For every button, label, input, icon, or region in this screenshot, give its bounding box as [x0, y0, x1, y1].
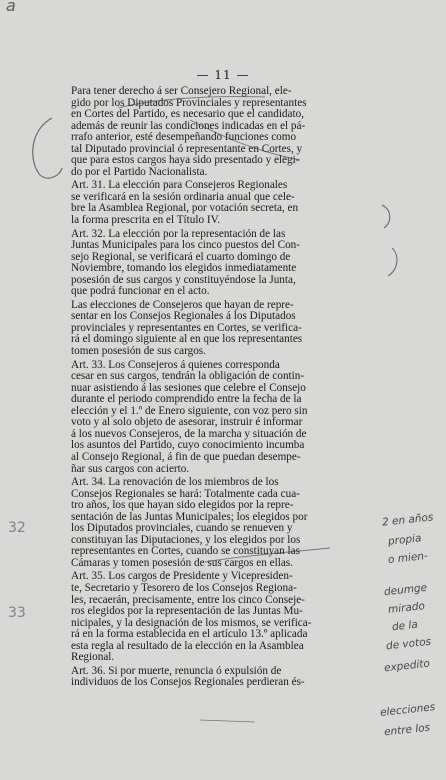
text-line: representantes en Cortes, cuando se constituyan las	[71, 546, 300, 558]
margin-note-right-3: o mien-	[387, 549, 429, 567]
text-line: elección y el 1.º de Enero siguiente, con voz pero sin	[71, 405, 308, 417]
text-line: provinciales y representantes en Cortes, se verifica-	[71, 322, 302, 334]
text-line: sentar en los Consejos Regionales á los Diputados	[71, 311, 296, 323]
page-number: — 11 —	[196, 68, 250, 82]
paragraph	[57, 360, 383, 475]
text-line: individuos de los Consejos Regionales perdieran és-	[71, 677, 305, 689]
text-line: cesar en sus cargos, tendrán la obligación de contin-	[71, 371, 305, 383]
text-line: ñar sus cargos con acierto.	[71, 463, 190, 475]
margin-note-right-7: de votos	[385, 635, 432, 653]
paragraph	[57, 86, 383, 178]
margin-number-left-2: 33	[8, 605, 26, 621]
text-line: los asuntos del Partido, cuyo conocimiento incumba	[71, 440, 305, 452]
text-line: Las elecciones de Consejeros que hayan de repre-	[71, 299, 294, 311]
paragraph	[57, 666, 383, 689]
margin-note-right-4: deumge	[383, 581, 428, 599]
text-line: se verificará en la sesión ordinaria anual que cele-	[71, 191, 295, 203]
text-line: además de reunir las condiciones indicadas en el pá-	[71, 120, 306, 132]
text-line: Regional.	[71, 652, 115, 664]
corner-pencil-mark: a	[6, 0, 16, 15]
text-line: do por el Partido Nacionalista.	[71, 166, 208, 178]
text-line: en Cortes del Partido, es necesario que el candidato,	[71, 109, 304, 121]
text-line: Para tener derecho á ser Consejero Regional, ele-	[71, 86, 292, 97]
margin-note-right-5: mirado	[387, 600, 426, 616]
margin-note-right-8: expedito	[383, 657, 431, 675]
text-line: Cámaras y tomen posesión de sus cargos en ellas.	[71, 557, 293, 569]
margin-note-right-6: de la	[391, 618, 419, 634]
text-line: que para estos cargos haya sido presentado y elegi-	[71, 155, 300, 167]
paragraph	[57, 229, 383, 298]
text-line: nuar asistiendo á las sesiones que celebre el Consejo	[71, 382, 306, 394]
text-line: rá el domingo siguiente al en que los representantes	[71, 334, 303, 346]
text-line: los Diputados provinciales, cuando se renueven y	[71, 523, 293, 535]
text-line: tomen posesión de sus cargos.	[71, 346, 206, 358]
text-line: te, Secretario y Tesorero de los Consejos Regiona-	[71, 582, 297, 594]
paragraph	[57, 477, 383, 569]
text-line: tal Diputado provincial ó representante en Cortes, y	[71, 143, 303, 155]
text-line: Art. 32. La elección por la representación de las	[71, 228, 286, 240]
margin-note-right-10: entre los	[383, 721, 431, 739]
text-line: ros elegidos por la representación de las Juntas Mu-	[71, 606, 303, 618]
text-line: bre la Asamblea Regional, por votación secreta, en	[71, 203, 299, 215]
margin-note-right-1: 2 en años	[381, 511, 434, 529]
text-line: esta regla al resultado de la elección en la Asamblea	[71, 640, 304, 652]
text-line: sejo Regional, se verificará el cuarto domingo de	[71, 251, 291, 263]
paragraph	[57, 300, 383, 358]
text-line: durante el periodo comprendido entre la fecha de la	[71, 394, 302, 406]
text-line: la forma prescrita en el Título IV.	[71, 215, 221, 227]
text-line: Art. 35. Los cargos de Presidente y Vicepresiden-	[71, 571, 293, 583]
paragraph	[57, 180, 383, 226]
text-line: posesión de sus cargos y constituyéndose la Junta,	[71, 274, 296, 286]
margin-number-left-1: 32	[8, 520, 26, 536]
text-line: al Consejo Regional, á fin de que puedan desempe-	[71, 451, 301, 463]
paragraph	[57, 571, 383, 663]
text-line: sentación de las Juntas Municipales; los elegidos por	[71, 511, 308, 523]
text-line: nicipales, y la designación de los mismos, se verifica-	[71, 617, 312, 629]
text-line: gido por los Diputados Provinciales y representantes	[71, 97, 307, 109]
body-text	[57, 86, 383, 691]
text-line: rá en la forma establecida en el artículo 13.º aplicada	[71, 629, 308, 641]
margin-note-right-9: elecciones	[379, 701, 436, 719]
text-line: Juntas Municipales para los cinco puestos del Con-	[71, 240, 300, 252]
text-line: constituyan las Diputaciones, y los elegidos por los	[71, 534, 301, 546]
text-line: que podrá funcionar en el acto.	[71, 286, 210, 298]
text-line: Art. 34. La renovación de los miembros de los	[71, 477, 279, 489]
text-line: voto y al solo objeto de asesorar, instruir é informar	[71, 417, 303, 429]
text-line: Noviembre, tomando los elegidos inmediatamente	[71, 263, 297, 275]
text-line: Consejos Regionales se hará: Totalmente cada cua-	[71, 488, 300, 500]
text-line: Art. 36. Si por muerte, renuncia ó expulsión de	[71, 665, 282, 677]
text-line: á los nuevos Consejeros, de la marcha y situación de	[71, 428, 307, 440]
text-line: Art. 31. La elección para Consejeros Regionales	[71, 180, 288, 192]
margin-note-right-2: propia	[387, 532, 422, 548]
text-line: tro años, los que hayan sido elegidos por la repre-	[71, 500, 294, 512]
text-line: les, recaerán, precisamente, entre los cinco Conseje-	[71, 594, 305, 606]
text-line: rrafo anterior, esté desempeñando funciones como	[71, 132, 297, 144]
text-line: Art. 33. Los Consejeros á quienes corresponda	[71, 359, 280, 371]
